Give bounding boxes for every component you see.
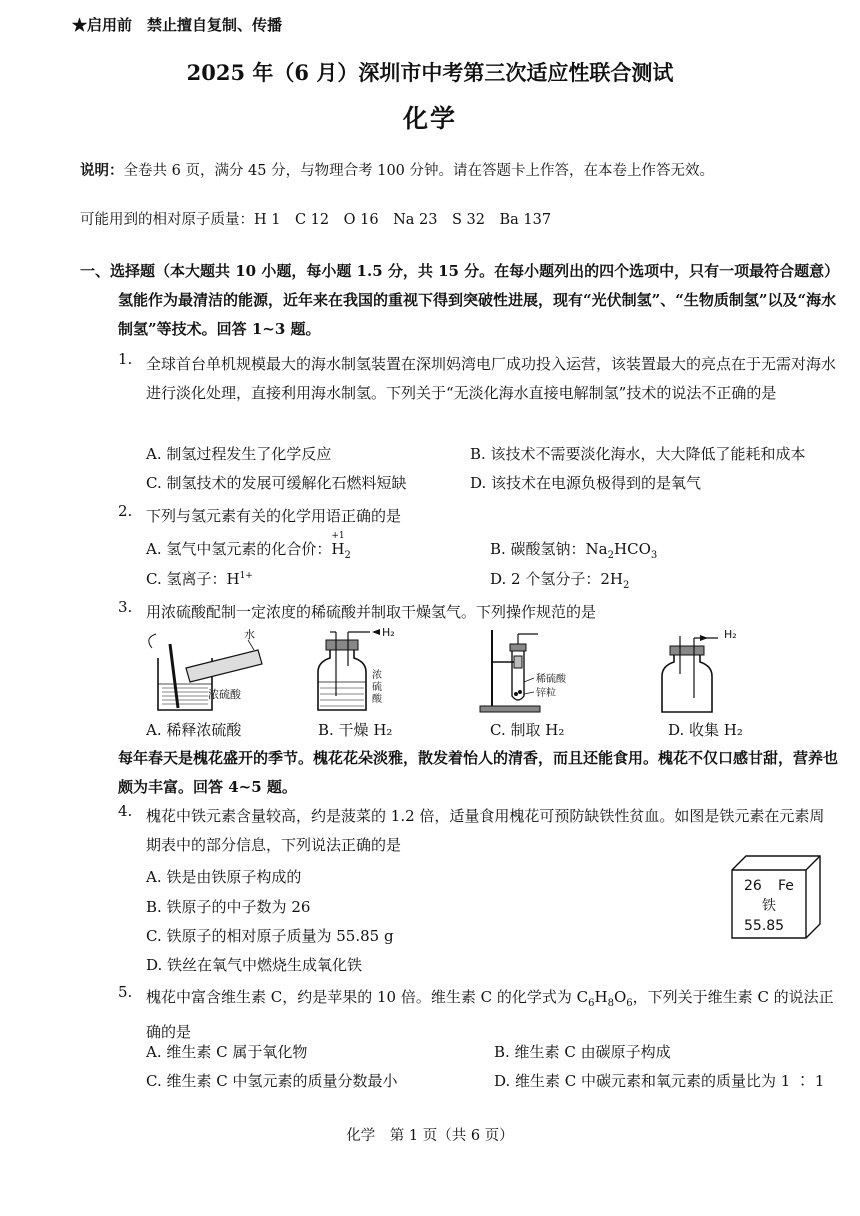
q2-option-b <box>490 538 657 561</box>
q2-option-d <box>490 568 629 591</box>
atomic-masses: 可能用到的相对原子质量：H 1 C 12 O 16 Na 23 S 32 Ba 137 <box>80 212 552 228</box>
q5-sub-o: 6 <box>626 998 633 1009</box>
fe-name: 铁 <box>762 898 776 914</box>
q4-option-c: C. 铁原子的相对原子质量为 55.85 g <box>146 927 394 945</box>
iron-element-card <box>728 852 824 942</box>
q3-number: 3. <box>118 598 133 616</box>
q5-stem-b: ，下列关于维生素 C 的说法正确的是 <box>146 988 834 1041</box>
q5-stem <box>146 983 836 1047</box>
q3-stem: 用浓硫酸配制一定浓度的稀硫酸并制取干燥氢气。下列操作规范的是 <box>146 603 597 621</box>
q5-h: H <box>594 988 608 1006</box>
instructions-text: 全卷共 6 页，满分 45 分，与物理合考 100 分钟。请在答题卡上作答，在本卷上作答无效。 <box>123 163 715 179</box>
intro-passage-1-3: 氢能作为最清洁的能源，近年来在我国的重视下得到突破性进展，现有“光伏制氢”、“生物质制氢”以及“海水制氢”等技术。回答 1~3 题。 <box>118 291 837 338</box>
q3-option-a: A. 稀释浓硫酸 <box>146 721 242 739</box>
fe-atomic-number: 26 <box>744 878 762 894</box>
instructions <box>80 159 714 180</box>
q4-option-d: D. 铁丝在氧气中燃烧生成氧化铁 <box>146 956 363 974</box>
q2-d-sub: 2 <box>622 580 630 591</box>
q2-b-text: B. 碳酸氢钠：Na <box>490 540 608 558</box>
q5-option-c: C. 维生素 C 中氢元素的质量分数最小 <box>146 1072 398 1090</box>
q5-number: 5. <box>118 983 133 1001</box>
q2-d-text: D. 2 个氢分子：2H <box>490 570 623 588</box>
page-footer: 化学 第 1 页（共 6 页） <box>346 1128 514 1144</box>
top-note: ★启用前 禁止擅自复制、传播 <box>72 16 283 34</box>
q2-option-c <box>146 568 253 589</box>
q5-option-a: A. 维生素 C 属于氧化物 <box>146 1043 308 1061</box>
q2-a-valence: +1 <box>331 531 345 541</box>
q5-option-d: D. 维生素 C 中碳元素和氧元素的质量比为 1 ∶ 1 <box>494 1072 825 1090</box>
q2-b-text2: HCO <box>614 540 651 558</box>
fig-c-acid-label: 稀硫酸 <box>536 674 566 685</box>
q1-option-a: A. 制氢过程发生了化学反应 <box>146 445 332 463</box>
fig-b-drying <box>318 626 395 710</box>
fig-c-zinc-label: 锌粒 <box>536 688 556 699</box>
q5-option-b: B. 维生素 C 由碳原子构成 <box>494 1043 671 1061</box>
q1-option-d: D. 该技术在电源负极得到的是氧气 <box>470 474 702 492</box>
exam-title: 2025 年（6 月）深圳市中考第三次适应性联合测试 <box>186 60 674 85</box>
q3-apparatus-figures <box>140 626 780 714</box>
q2-a-sub: 2 <box>344 550 351 561</box>
q3-option-d: D. 收集 H₂ <box>668 721 743 739</box>
q1-option-b: B. 该技术不需要淡化海水，大大降低了能耗和成本 <box>470 445 806 463</box>
q4-stem: 槐花中铁元素含量较高，约是菠菜的 1.2 倍，适量食用槐花可预防缺铁性贫血。如图是铁元素在元素周期表中的部分信息，下列说法正确的是 <box>146 807 825 854</box>
q2-c-text: C. 氢离子：H <box>146 570 240 588</box>
q5-stem-a: 槐花中富含维生素 C，约是苹果的 10 倍。维生素 C 的化学式为 C <box>146 988 589 1006</box>
q2-a-formula: H <box>331 540 345 558</box>
q2-b-sub2: 3 <box>650 550 658 561</box>
q2-number: 2. <box>118 502 133 520</box>
section-heading: 一、选择题（本大题共 10 小题，每小题 1.5 分，共 15 分。在每小题列出的四个选项中，只有一项最符合题意） <box>80 262 840 280</box>
fig-b-h2-label: H₂ <box>382 626 395 639</box>
q2-option-a <box>146 531 351 561</box>
q2-a-text: A. 氢气中氢元素的化合价： <box>146 540 332 558</box>
fig-b-acid-label-2: 硫 <box>372 682 382 693</box>
q2-b-sub1: 2 <box>607 550 615 561</box>
intro-passage-4-5: 每年春天是槐花盛开的季节。槐花花朵淡雅，散发着怡人的清香，而且还能食用。槐花不仅口感甘甜，营养也颇为丰富。回答 4~5 题。 <box>118 749 839 796</box>
fe-mass: 55.85 <box>744 918 785 934</box>
subject-title: 化学 <box>402 104 457 133</box>
fig-a-dilution <box>149 627 262 710</box>
q1-number: 1. <box>118 350 133 368</box>
q1-stem: 全球首台单机规模最大的海水制氢装置在深圳妈湾电厂成功投入运营，该装置最大的亮点在于无需对海水进行淡化处理，直接利用海水制氢。下列关于“无淡化海水直接电解制氢”技术的说法不正确的是 <box>146 355 837 402</box>
fig-a-water-label: 水 <box>244 628 255 641</box>
fig-d-collection <box>662 628 737 712</box>
q2-c-sup: 1+ <box>239 571 253 581</box>
fe-symbol: Fe <box>778 878 794 894</box>
q4-option-a: A. 铁是由铁原子构成的 <box>146 868 302 886</box>
q1-option-c: C. 制氢技术的发展可缓解化石燃料短缺 <box>146 474 407 492</box>
q5-sub-h: 8 <box>607 998 614 1009</box>
fig-b-acid-label-3: 酸 <box>372 694 382 705</box>
q3-option-c: C. 制取 H₂ <box>490 721 565 739</box>
q3-option-b: B. 干燥 H₂ <box>318 721 393 739</box>
q4-option-b: B. 铁原子的中子数为 26 <box>146 898 311 916</box>
fig-b-acid-label-1: 浓 <box>372 670 382 681</box>
q5-sub-c: 6 <box>588 998 595 1009</box>
instructions-label: 说明： <box>80 162 124 179</box>
fig-a-acid-label: 浓硫酸 <box>208 688 241 701</box>
q5-o: O <box>613 988 627 1006</box>
fig-d-h2-label: H₂ <box>724 628 737 641</box>
q2-stem: 下列与氢元素有关的化学用语正确的是 <box>146 507 402 525</box>
q4-number: 4. <box>118 802 133 820</box>
fig-c-generator <box>480 630 567 712</box>
